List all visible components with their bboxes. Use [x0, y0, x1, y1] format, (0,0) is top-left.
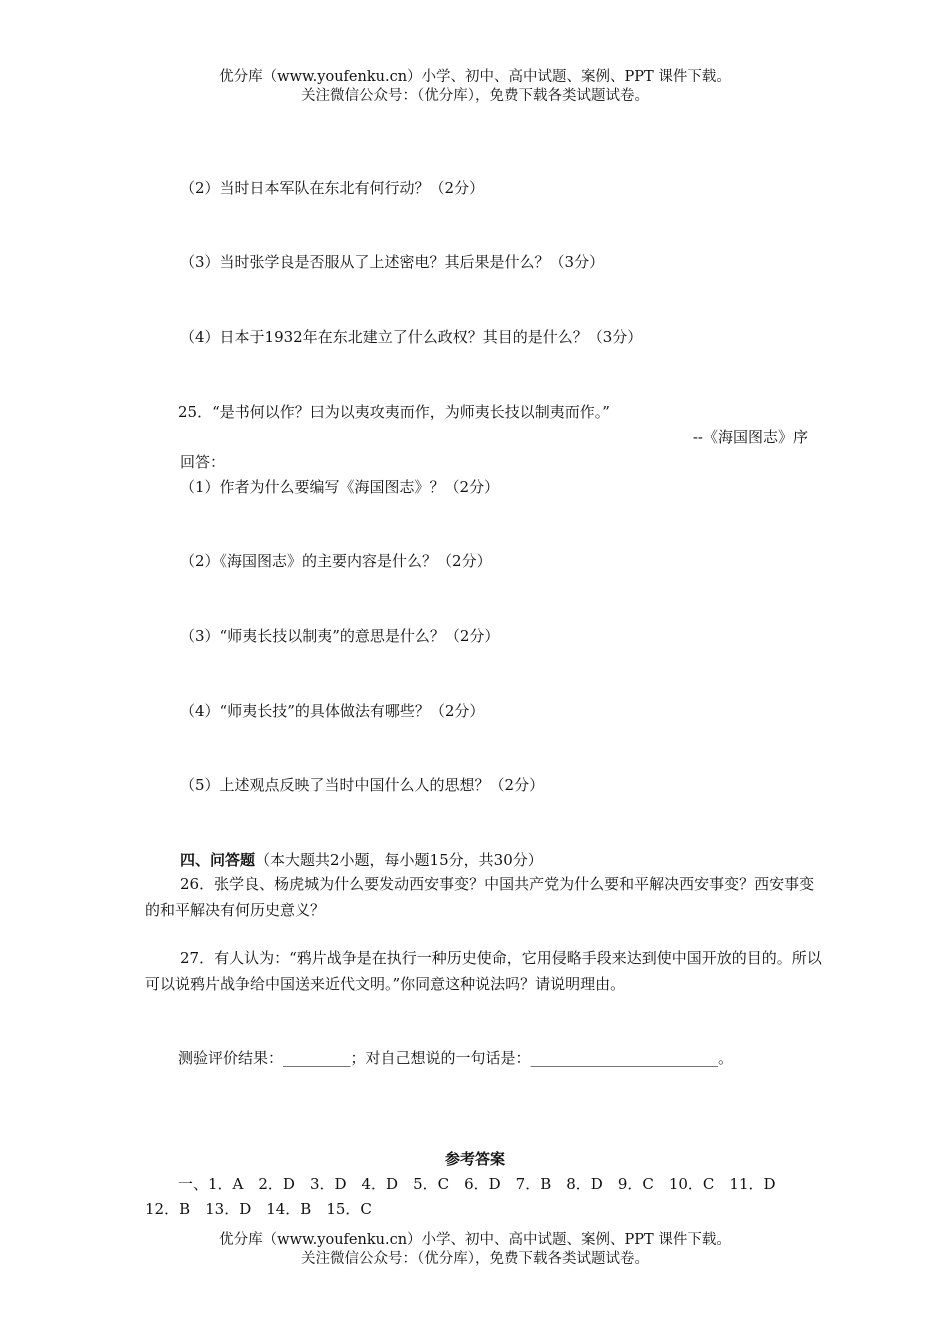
header-line-1: 优分库（www.youfenku.cn）小学、初中、高中试题、案例、PPT 课件下载。 [219, 69, 731, 85]
answers-line-2: 12．B 13．D 14．B 15．C [145, 1200, 372, 1218]
q25-quote: 25．“是书何以作？曰为以夷攻夷而作，为师夷长技以制夷而作。” [178, 403, 610, 421]
q25-sub3: （3）“师夷长技以制夷”的意思是什么？（2分） [180, 627, 500, 645]
answers-title: 参考答案 [444, 1150, 505, 1168]
evaluation-line: 测验评价结果：_________；对自己想说的一句话是：_________________________。 [178, 1049, 734, 1067]
q25-source: --《海国图志》序 [692, 428, 808, 446]
q24-sub3: （3）当时张学良是否服从了上述密电？其后果是什么？（3分） [180, 253, 605, 271]
section4-title: 四、问答题 [180, 851, 256, 869]
q25-sub2: （2）《海国图志》的主要内容是什么？（2分） [180, 552, 492, 570]
section4-note: （本大题共2小题，每小题15分，共30分） [255, 851, 543, 869]
q25-answer-label: 回答： [180, 453, 226, 471]
q25-sub1: （1）作者为什么要编写《海国图志》？（2分） [180, 478, 500, 496]
q24-sub4: （4）日本于1932年在东北建立了什么政权？其目的是什么？（3分） [180, 328, 643, 346]
q24-sub2: （2）当时日本军队在东北有何行动？（2分） [180, 179, 485, 197]
header-line-2: 关注微信公众号：（优分库），免费下载各类试题试卷。 [301, 88, 649, 104]
footer-line-1: 优分库（www.youfenku.cn）小学、初中、高中试题、案例、PPT 课件下载。 [219, 1232, 731, 1248]
q25-sub5: （5）上述观点反映了当时中国什么人的思想？（2分） [180, 776, 545, 794]
answers-line-1: 一、1．A 2．D 3．D 4．D 5．C 6．D 7．B 8．D 9．C 10．C 11．D [178, 1175, 776, 1193]
footer-line-2: 关注微信公众号：（优分库），免费下载各类试题试卷。 [301, 1251, 649, 1267]
q25-sub4: （4）“师夷长技”的具体做法有哪些？（2分） [180, 702, 485, 720]
q26-text: 26．张学良、杨虎城为什么要发动西安事变？中国共产党为什么要和平解决西安事变？西安事变的和平解决有何历史意义？ [145, 875, 815, 919]
section4-heading [180, 850, 543, 870]
q27-text: 27．有人认为：“鸦片战争是在执行一种历史使命，它用侵略手段来达到使中国开放的目的。所以可以说鸦片战争给中国送来近代文明。”你同意这种说法吗？请说明理由。 [145, 949, 822, 993]
